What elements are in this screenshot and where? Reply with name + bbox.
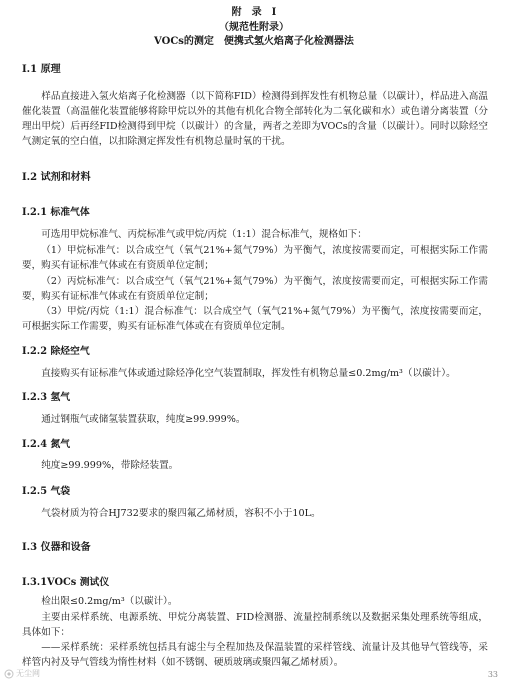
subsection-heading-nitrogen: I.2.4 氮气	[22, 439, 71, 450]
standard-gas-intro: 可选用甲烷标准气、丙烷标准气或甲烷/丙烷（1:1）混合标准气，规格如下：	[41, 229, 367, 240]
detection-limit-paragraph: 检出限≤0.2mg/m³（以碳计）。	[41, 596, 178, 607]
appendix-label: 附 录 I	[231, 7, 277, 18]
standard-gas-item-3: （3）甲烷/丙烷（1:1）混合标准气：以合成空气（氧气21%+氮气79%）为平衡气，浓度按需要而定，可根据实际工作需要，购买有证标准气体或在有资质单位定制。	[22, 306, 488, 332]
section-heading-instruments: I.3 仪器和设备	[22, 542, 91, 553]
subsection-heading-hydrocarbon-free-air: I.2.2 除烃空气	[22, 346, 90, 357]
watermark-logo-icon	[4, 669, 14, 679]
tester-composition-paragraph: 主要由采样系统、电源系统、甲烷分离装置、FID检测器、流量控制系统以及数据采集处理系统等组成，具体如下：	[22, 612, 488, 638]
nitrogen-paragraph: 纯度≥99.999%，带除烃装置。	[41, 460, 179, 471]
section-heading-principle: I.1 原理	[22, 64, 61, 75]
standard-gas-item-2: （2）丙烷标准气：以合成空气（氧气21%+氮气79%）为平衡气，浓度按需要而定，可根据实际工作需要，购买有证标准气体或在有资质单位定制；	[22, 276, 488, 302]
standard-gas-item-1: （1）甲烷标准气：以合成空气（氧气21%+氮气79%）为平衡气，浓度按需要而定，可根据实际工作需要，购买有证标准气体或在有资质单位定制；	[22, 245, 488, 271]
section-heading-reagents: I.2 试剂和材料	[22, 172, 91, 183]
appendix-title: VOCs的测定 便携式氢火焰离子化检测器法	[154, 36, 354, 47]
gas-bag-paragraph: 气袋材质为符合HJ732要求的聚四氟乙烯材质，容积不小于10L。	[41, 508, 321, 519]
subsection-heading-gas-bag: I.2.5 气袋	[22, 486, 71, 497]
watermark	[4, 668, 40, 680]
page-number: 33	[487, 669, 498, 679]
appendix-header	[0, 6, 508, 50]
hydrocarbon-free-air-paragraph: 直接购买有证标准气体或通过除烃净化空气装置制取，挥发性有机物总量≤0.2mg/m³（以碳计）。	[41, 368, 456, 379]
subsection-heading-vocs-tester: I.3.1VOCs 测试仪	[22, 577, 110, 588]
sampling-system-paragraph: ——采样系统：采样系统包括具有滤尘与全程加热及保温装置的采样管线、流量计及其他导气管线等，采样管内衬及导气管线为惰性材料（如不锈钢、硬质玻璃或聚四氟乙烯材质）。	[22, 642, 488, 668]
subsection-heading-standard-gas: I.2.1 标准气体	[22, 207, 90, 218]
hydrogen-paragraph: 通过钢瓶气或储氢装置获取，纯度≥99.999%。	[41, 414, 246, 425]
watermark-text: 无尘网	[16, 668, 40, 678]
subsection-heading-hydrogen: I.2.3 氢气	[22, 392, 71, 403]
normative-label: （规范性附录）	[219, 21, 289, 33]
principle-paragraph: 样品直接进入氢火焰离子化检测器（以下简称FID）检测得到挥发性有机物总量（以碳计），样品进入高温催化装置（高温催化装置能够将除甲烷以外的其他有机化合物全部转化为二氧化碳和水）或色谱分离装置（分理出甲烷）后再经FID检测得到甲烷（以碳计）的含量，两者之差即为VOCs的含量（以碳计）。同时以除烃空气测定氧的空白值，以扣除测定挥发性有机物总量时氧的干扰。	[22, 91, 488, 147]
